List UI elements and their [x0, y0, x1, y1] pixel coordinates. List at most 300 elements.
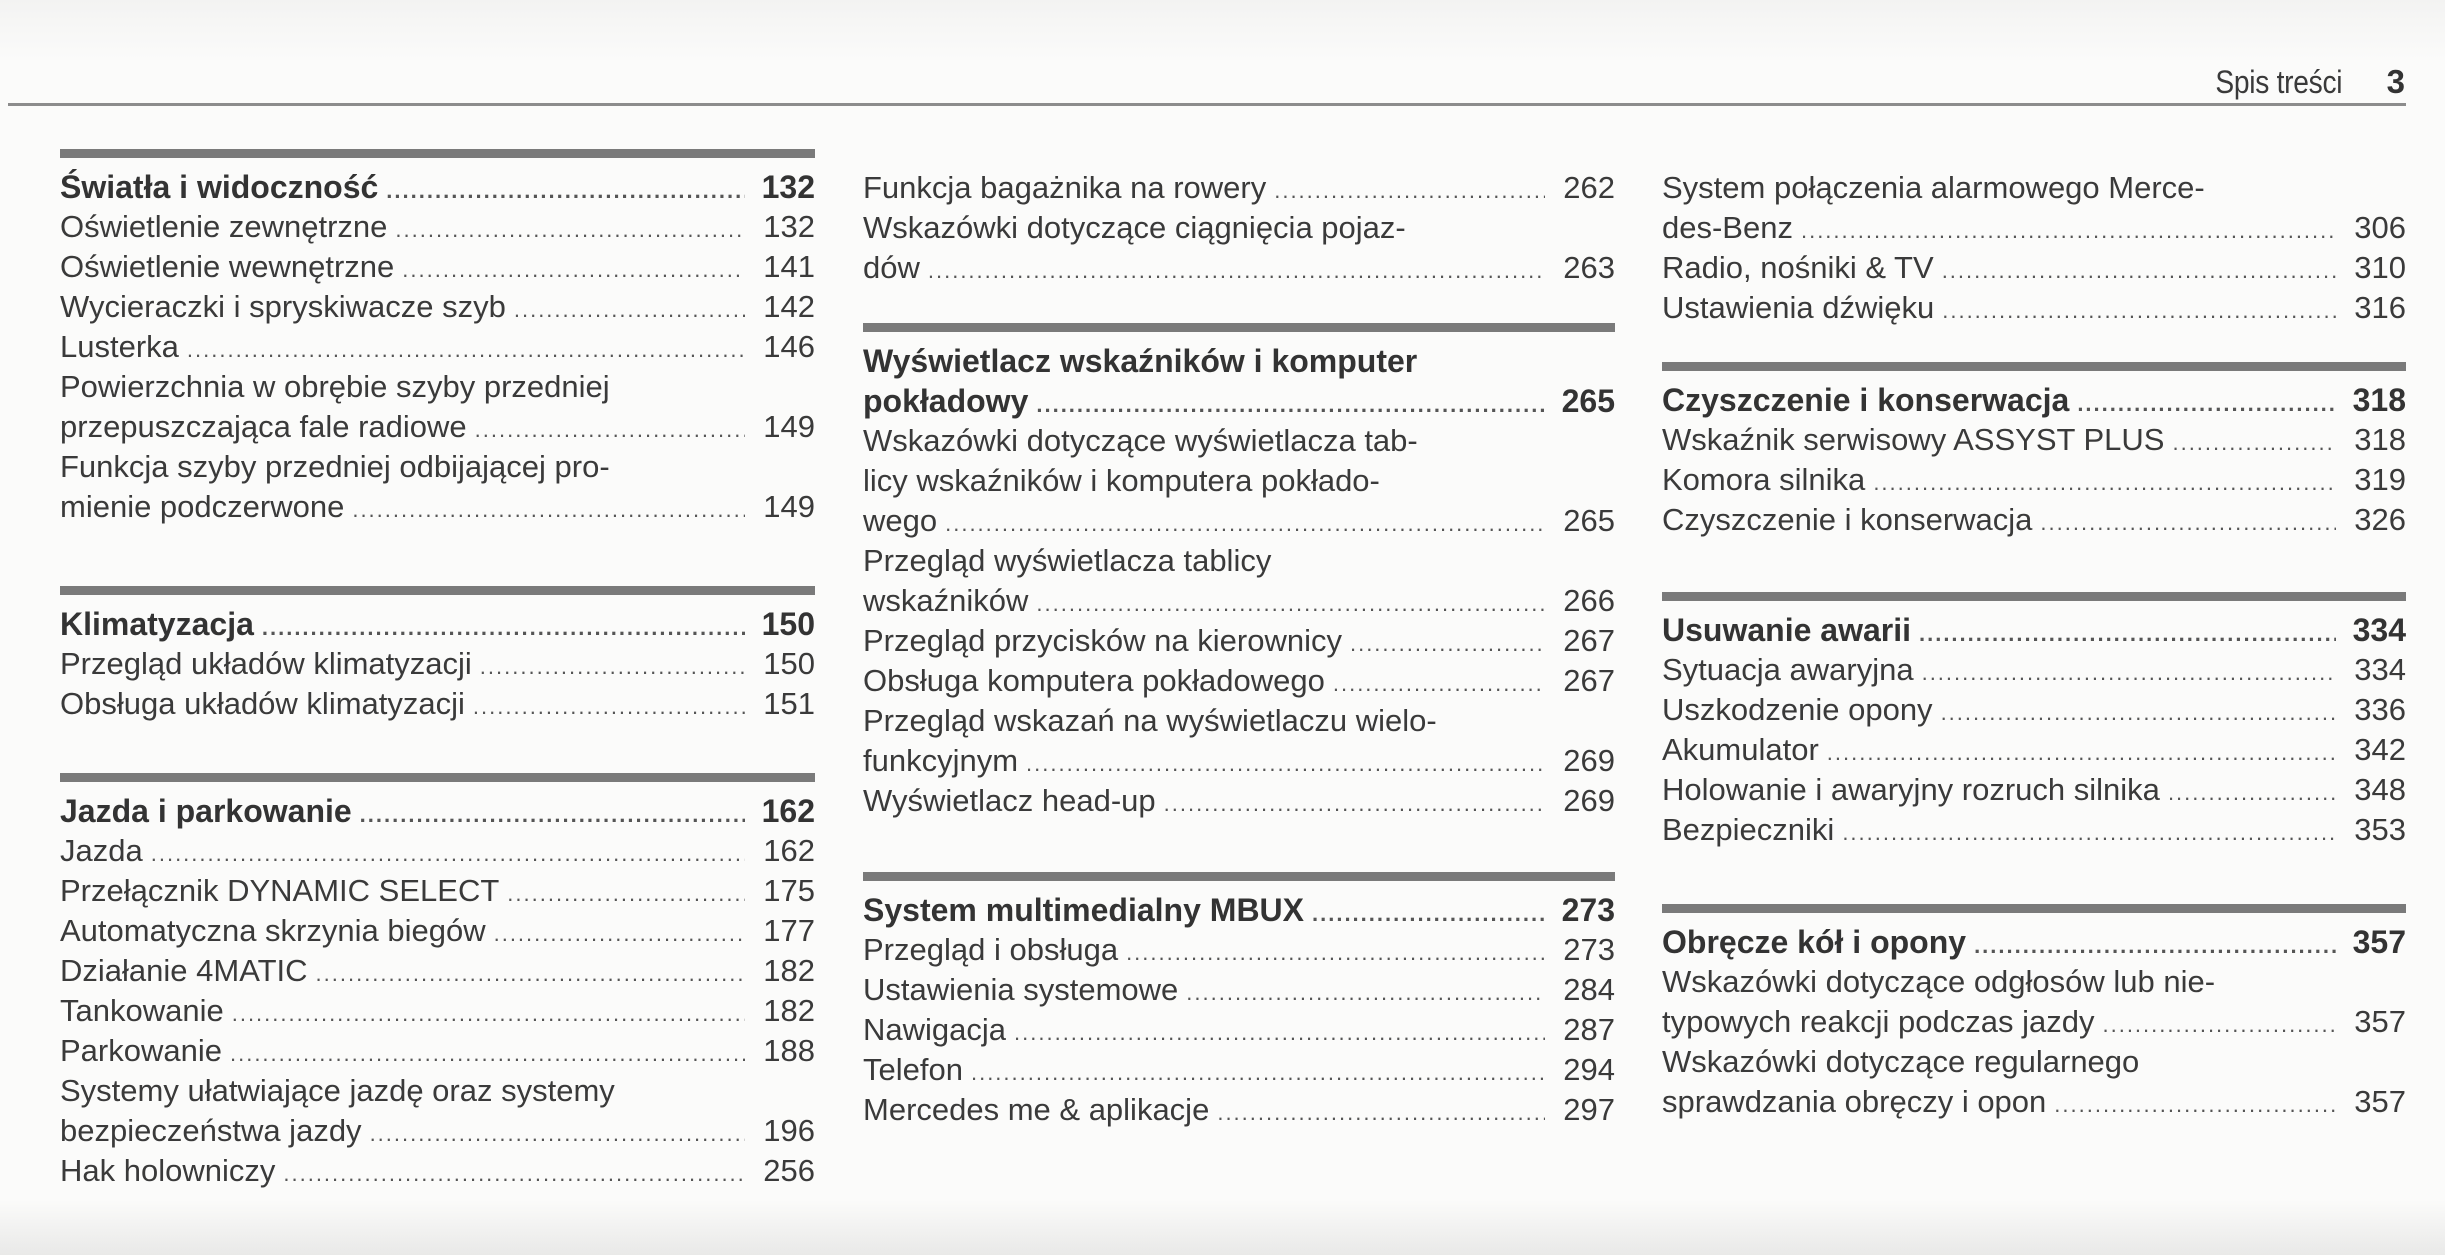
- row-content: [60, 1111, 815, 1154]
- toc-entry-line[interactable]: [60, 831, 815, 871]
- dot-leader: [1014, 1013, 1545, 1053]
- section-heading-line[interactable]: [60, 791, 815, 831]
- toc-entry[interactable]: [863, 930, 1615, 970]
- toc-entry[interactable]: [863, 208, 1615, 288]
- toc-entry[interactable]: [60, 644, 815, 684]
- toc-entry-line[interactable]: [1662, 1082, 2406, 1122]
- dot-leader: [1827, 733, 2336, 773]
- dot-leader: [1974, 926, 2336, 966]
- section-divider-bar: [60, 773, 815, 782]
- entry-label: Wskazówki dotyczące odgłosów lub nie-: [1662, 964, 2216, 999]
- toc-entry[interactable]: [60, 871, 815, 911]
- toc-entry[interactable]: [60, 911, 815, 951]
- toc-section: [1662, 592, 2406, 850]
- entry-label: Wycieraczki i spryskiwacze szyb: [60, 289, 506, 324]
- toc-entry-line[interactable]: [60, 1151, 815, 1191]
- entry-page-number: 353: [2354, 812, 2406, 847]
- toc-entry[interactable]: [1662, 690, 2406, 730]
- entry-label: Przegląd przycisków na kierownicy: [863, 623, 1342, 658]
- entry-label: Wskaźnik serwisowy ASSYST PLUS: [1662, 422, 2165, 457]
- section-heading-line[interactable]: [863, 381, 1615, 421]
- entry-label: Hak holowniczy: [60, 1153, 276, 1188]
- row-content: [1662, 1042, 2406, 1082]
- toc-entry[interactable]: [60, 327, 815, 367]
- section-heading-line[interactable]: [1662, 610, 2406, 650]
- row-content: [60, 831, 815, 874]
- toc-entry[interactable]: [863, 1010, 1615, 1050]
- row-content: [1662, 1002, 2406, 1045]
- toc-entry-line[interactable]: [1662, 650, 2406, 690]
- section-heading-label: System multimedialny MBUX: [863, 892, 1304, 928]
- row-content: [863, 381, 1615, 425]
- row-content: [863, 168, 1615, 211]
- toc-entry-line[interactable]: [1662, 1002, 2406, 1042]
- dot-leader: [283, 1154, 745, 1194]
- toc-entry[interactable]: [863, 1050, 1615, 1090]
- section-heading[interactable]: [863, 341, 1615, 421]
- row-content: [863, 1010, 1615, 1053]
- row-content: [60, 1071, 815, 1111]
- toc-entry[interactable]: [60, 247, 815, 287]
- entry-page-number: 310: [2354, 250, 2406, 285]
- entry-label: Przegląd wskazań na wyświetlaczu wielo-: [863, 703, 1437, 738]
- toc-section: [60, 149, 815, 527]
- entry-page-number: 262: [1563, 170, 1615, 205]
- toc-entry-line[interactable]: [863, 1050, 1615, 1090]
- dot-leader: [151, 834, 745, 874]
- toc-section: [60, 773, 815, 1191]
- toc-entry-line[interactable]: [863, 621, 1615, 661]
- entry-page-number: 334: [2354, 652, 2406, 687]
- row-content: [863, 970, 1615, 1013]
- dot-leader: [1873, 463, 2336, 503]
- toc-entry-line[interactable]: [863, 1090, 1615, 1130]
- toc-entry-line: [863, 421, 1615, 461]
- entry-label: Jazda: [60, 833, 143, 868]
- section-page-number: 334: [2352, 612, 2406, 648]
- toc-entry-line[interactable]: [60, 287, 815, 327]
- row-content: [60, 604, 815, 648]
- entry-label: Powierzchnia w obrębie szyby przedniej: [60, 369, 610, 404]
- toc-entry-line[interactable]: [1662, 208, 2406, 248]
- row-content: [60, 951, 815, 994]
- entry-label: Telefon: [863, 1052, 963, 1087]
- toc-entry-line[interactable]: [60, 207, 815, 247]
- entry-label: Sytuacja awaryjna: [1662, 652, 1914, 687]
- entry-label: typowych reakcji podczas jazdy: [1662, 1004, 2095, 1039]
- entry-label: Działanie 4MATIC: [60, 953, 308, 988]
- toc-entry[interactable]: [863, 781, 1615, 821]
- row-content: [60, 447, 815, 487]
- toc-section: [863, 168, 1615, 288]
- section-heading-label: Jazda i parkowanie: [60, 793, 352, 829]
- dot-leader: [1333, 664, 1545, 704]
- dot-leader: [360, 795, 745, 835]
- row-content: [60, 1151, 815, 1194]
- entry-label: Czyszczenie i konserwacja: [1662, 502, 2033, 537]
- row-content: [863, 701, 1615, 741]
- toc-entry-line: [863, 541, 1615, 581]
- toc-entry-line[interactable]: [1662, 770, 2406, 810]
- section-heading-label: Wyświetlacz wskaźników i komputer: [863, 343, 1418, 379]
- toc-entry[interactable]: [863, 168, 1615, 208]
- entry-label: Ustawienia dźwięku: [1662, 290, 1935, 325]
- entry-label: wego: [863, 503, 938, 538]
- entry-page-number: 306: [2354, 210, 2406, 245]
- entry-label: Wyświetlacz head-up: [863, 783, 1156, 818]
- row-content: [1662, 500, 2406, 543]
- row-content: [863, 541, 1615, 581]
- toc-entry-line[interactable]: [863, 781, 1615, 821]
- entry-label: Radio, nośniki & TV: [1662, 250, 1934, 285]
- entry-label: Wskazówki dotyczące regularnego: [1662, 1044, 2140, 1079]
- section-page-number: 318: [2352, 382, 2406, 418]
- dot-leader: [1186, 973, 1545, 1013]
- section-heading-label: pokładowy: [863, 383, 1029, 419]
- toc-entry-line[interactable]: [863, 661, 1615, 701]
- entry-label: przepuszczająca fale radiowe: [60, 409, 467, 444]
- toc-entry-line[interactable]: [863, 168, 1615, 208]
- entry-label: Nawigacja: [863, 1012, 1007, 1047]
- entry-label: System połączenia alarmowego Merce-: [1662, 170, 2205, 205]
- toc-entry[interactable]: [863, 701, 1615, 781]
- entry-label: Przełącznik DYNAMIC SELECT: [60, 873, 500, 908]
- dot-leader: [2168, 773, 2336, 813]
- toc-entry[interactable]: [60, 1071, 815, 1151]
- section-heading-line[interactable]: [1662, 380, 2406, 420]
- entry-page-number: 326: [2354, 502, 2406, 537]
- toc-entry-line[interactable]: [863, 248, 1615, 288]
- toc-entry[interactable]: [60, 1031, 815, 1071]
- dot-leader: [187, 330, 745, 370]
- toc-entry-line: [863, 208, 1615, 248]
- toc-entry[interactable]: [1662, 770, 2406, 810]
- entry-label: Oświetlenie wewnętrzne: [60, 249, 395, 284]
- dot-leader: [395, 210, 745, 250]
- toc-entry-line[interactable]: [60, 487, 815, 527]
- row-content: [1662, 962, 2406, 1002]
- section-heading-label: Czyszczenie i konserwacja: [1662, 382, 2070, 418]
- toc-entry[interactable]: [863, 661, 1615, 701]
- toc-entry[interactable]: [863, 541, 1615, 621]
- row-content: [1662, 380, 2406, 424]
- toc-entry[interactable]: [60, 367, 815, 447]
- dot-leader: [370, 1114, 745, 1154]
- entry-page-number: 188: [763, 1033, 815, 1068]
- entry-page-number: 146: [763, 329, 815, 364]
- toc-entry-line: [1662, 168, 2406, 208]
- section-heading[interactable]: [60, 167, 815, 207]
- entry-page-number: 182: [763, 953, 815, 988]
- entry-page-number: 266: [1563, 583, 1615, 618]
- dot-leader: [1801, 211, 2336, 251]
- toc-entry[interactable]: [1662, 460, 2406, 500]
- section-divider-bar: [60, 586, 815, 595]
- row-content: [863, 1090, 1615, 1133]
- dot-leader: [1026, 744, 1545, 784]
- row-content: [1662, 610, 2406, 654]
- toc-section: [1662, 904, 2406, 1122]
- toc-entry-line[interactable]: [863, 741, 1615, 781]
- entry-page-number: 316: [2354, 290, 2406, 325]
- entry-page-number: 267: [1563, 623, 1615, 658]
- toc-entry-line: [60, 447, 815, 487]
- toc-entry-line[interactable]: [1662, 500, 2406, 540]
- section-heading-line[interactable]: [1662, 922, 2406, 962]
- entry-page-number: 182: [763, 993, 815, 1028]
- toc-entry-line: [863, 701, 1615, 741]
- row-content: [863, 890, 1615, 934]
- toc-entry[interactable]: [1662, 1042, 2406, 1122]
- entry-page-number: 287: [1563, 1012, 1615, 1047]
- dot-leader: [1942, 291, 2336, 331]
- toc-entry[interactable]: [863, 970, 1615, 1010]
- entry-label: funkcyjnym: [863, 743, 1019, 778]
- row-content: [863, 248, 1615, 291]
- entry-label: Parkowanie: [60, 1033, 222, 1068]
- dot-leader: [402, 250, 745, 290]
- toc-entry[interactable]: [60, 1151, 815, 1191]
- dot-leader: [2077, 384, 2336, 424]
- dot-leader: [2054, 1085, 2336, 1125]
- entry-label: Funkcja szyby przedniej odbijającej pro-: [60, 449, 610, 484]
- toc-entry[interactable]: [1662, 962, 2406, 1042]
- entry-label: Przegląd wyświetlacza tablicy: [863, 543, 1272, 578]
- dot-leader: [1036, 385, 1545, 425]
- section-heading[interactable]: [60, 604, 815, 644]
- dot-leader: [507, 874, 745, 914]
- entry-label: Systemy ułatwiające jazdę oraz systemy: [60, 1073, 615, 1108]
- entry-label: Bezpieczniki: [1662, 812, 1835, 847]
- entry-label: Automatyczna skrzynia biegów: [60, 913, 486, 948]
- entry-label: Tankowanie: [60, 993, 224, 1028]
- header-divider: [8, 103, 2406, 106]
- entry-page-number: 342: [2354, 732, 2406, 767]
- entry-label: Obsługa komputera pokładowego: [863, 663, 1325, 698]
- toc-entry[interactable]: [1662, 650, 2406, 690]
- dot-leader: [1164, 784, 1545, 824]
- entry-label: bezpieczeństwa jazdy: [60, 1113, 362, 1148]
- section-heading-line[interactable]: [863, 890, 1615, 930]
- toc-entry-line[interactable]: [1662, 460, 2406, 500]
- entry-label: Ustawienia systemowe: [863, 972, 1179, 1007]
- toc-entry-line[interactable]: [60, 644, 815, 684]
- entry-label: sprawdzania obręczy i opon: [1662, 1084, 2047, 1119]
- dot-leader: [386, 171, 745, 211]
- toc-entry[interactable]: [60, 951, 815, 991]
- entry-label: Mercedes me & aplikacje: [863, 1092, 1210, 1127]
- row-content: [1662, 922, 2406, 966]
- dot-leader: [1217, 1093, 1545, 1133]
- entry-page-number: 297: [1563, 1092, 1615, 1127]
- entry-label: Funkcja bagażnika na rowery: [863, 170, 1267, 205]
- toc-entry[interactable]: [863, 421, 1615, 541]
- section-heading-label: Obręcze kół i opony: [1662, 924, 1967, 960]
- toc-entry[interactable]: [1662, 810, 2406, 850]
- entry-page-number: 256: [763, 1153, 815, 1188]
- dot-leader: [1942, 251, 2336, 291]
- toc-entry[interactable]: [1662, 288, 2406, 328]
- entry-label: mienie podczerwone: [60, 489, 345, 524]
- dot-leader: [262, 608, 745, 648]
- toc-entry-line[interactable]: [60, 407, 815, 447]
- section-divider-bar: [1662, 592, 2406, 601]
- entry-page-number: 284: [1563, 972, 1615, 1007]
- toc-section: [863, 872, 1615, 1130]
- section-page-number: 150: [761, 606, 815, 642]
- dot-leader: [1350, 624, 1545, 664]
- section-heading-line[interactable]: [60, 167, 815, 207]
- dot-leader: [473, 687, 745, 727]
- section-heading[interactable]: [60, 791, 815, 831]
- row-content: [60, 1031, 815, 1074]
- entry-page-number: 149: [763, 489, 815, 524]
- section-divider-bar: [863, 323, 1615, 332]
- dot-leader: [352, 490, 745, 530]
- toc-entry-line[interactable]: [863, 501, 1615, 541]
- section-heading-line[interactable]: [60, 604, 815, 644]
- entry-label: Holowanie i awaryjny rozruch silnika: [1662, 772, 2160, 807]
- toc-entry[interactable]: [1662, 730, 2406, 770]
- section-heading[interactable]: [1662, 610, 2406, 650]
- section-heading-line: [863, 341, 1615, 381]
- entry-page-number: 348: [2354, 772, 2406, 807]
- row-content: [863, 208, 1615, 248]
- dot-leader: [494, 914, 745, 954]
- toc-entry-line: [1662, 1042, 2406, 1082]
- row-content: [1662, 730, 2406, 773]
- toc-entry-line[interactable]: [1662, 420, 2406, 460]
- entry-label: Przegląd i obsługa: [863, 932, 1119, 967]
- section-page-number: 132: [761, 169, 815, 205]
- entry-page-number: 263: [1563, 250, 1615, 285]
- entry-label: Akumulator: [1662, 732, 1819, 767]
- dot-leader: [230, 1034, 745, 1074]
- toc-entry-line[interactable]: [1662, 730, 2406, 770]
- row-content: [1662, 1082, 2406, 1125]
- row-content: [1662, 168, 2406, 208]
- dot-leader: [1919, 614, 2336, 654]
- entry-page-number: 269: [1563, 743, 1615, 778]
- row-content: [60, 287, 815, 330]
- row-content: [863, 1050, 1615, 1093]
- entry-label: dów: [863, 250, 920, 285]
- toc-entry-line[interactable]: [60, 1111, 815, 1151]
- entry-label: Komora silnika: [1662, 462, 1866, 497]
- dot-leader: [1922, 653, 2336, 693]
- dot-leader: [1941, 693, 2336, 733]
- section-page-number: 357: [2352, 924, 2406, 960]
- toc-entry-line[interactable]: [1662, 248, 2406, 288]
- entry-page-number: 269: [1563, 783, 1615, 818]
- section-divider-bar: [1662, 362, 2406, 371]
- toc-entry-line[interactable]: [60, 951, 815, 991]
- entry-page-number: 142: [763, 289, 815, 324]
- section-heading-label: Usuwanie awarii: [1662, 612, 1911, 648]
- toc-entry-line: [1662, 962, 2406, 1002]
- section-page-number: 265: [1561, 383, 1615, 419]
- entry-label: Przegląd układów klimatyzacji: [60, 646, 472, 681]
- toc-entry-line[interactable]: [863, 1010, 1615, 1050]
- toc-entry[interactable]: [863, 621, 1615, 661]
- dot-leader: [514, 290, 745, 330]
- toc-entry[interactable]: [60, 684, 815, 724]
- section-heading[interactable]: [1662, 380, 2406, 420]
- page-title: Spis treści: [2215, 64, 2342, 100]
- toc-entry-line[interactable]: [60, 327, 815, 367]
- row-content: [863, 661, 1615, 704]
- row-content: [863, 341, 1615, 381]
- toc-entry[interactable]: [60, 447, 815, 527]
- toc-entry[interactable]: [863, 1090, 1615, 1130]
- toc-entry-line[interactable]: [863, 970, 1615, 1010]
- toc-entry[interactable]: [1662, 500, 2406, 540]
- toc-entry-line[interactable]: [60, 991, 815, 1031]
- row-content: [60, 487, 815, 530]
- row-content: [60, 367, 815, 407]
- row-content: [60, 991, 815, 1034]
- toc-entry[interactable]: [60, 207, 815, 247]
- dot-leader: [316, 954, 745, 994]
- row-content: [60, 791, 815, 835]
- toc-entry-line: [60, 367, 815, 407]
- entry-page-number: 357: [2354, 1084, 2406, 1119]
- dot-leader: [1036, 584, 1545, 624]
- row-content: [863, 461, 1615, 501]
- row-content: [60, 167, 815, 211]
- entry-page-number: 162: [763, 833, 815, 868]
- toc-entry[interactable]: [1662, 248, 2406, 288]
- toc-entry-line[interactable]: [60, 911, 815, 951]
- row-content: [863, 741, 1615, 784]
- entry-label: wskaźników: [863, 583, 1029, 618]
- toc-entry-line[interactable]: [60, 1031, 815, 1071]
- toc-entry-line[interactable]: [60, 871, 815, 911]
- entry-label: Wskazówki dotyczące wyświetlacza tab-: [863, 423, 1418, 458]
- entry-page-number: 294: [1563, 1052, 1615, 1087]
- toc-entry-line[interactable]: [60, 247, 815, 287]
- toc-entry[interactable]: [60, 287, 815, 327]
- toc-entry[interactable]: [60, 991, 815, 1031]
- section-heading[interactable]: [1662, 922, 2406, 962]
- toc-entry-line[interactable]: [863, 581, 1615, 621]
- entry-page-number: 267: [1563, 663, 1615, 698]
- dot-leader: [1312, 894, 1545, 934]
- row-content: [60, 327, 815, 370]
- toc-entry-line: [863, 461, 1615, 501]
- entry-label: des-Benz: [1662, 210, 1793, 245]
- entry-page-number: 336: [2354, 692, 2406, 727]
- toc-entry-line[interactable]: [863, 930, 1615, 970]
- entry-page-number: 132: [763, 209, 815, 244]
- page-header: [0, 0, 2445, 110]
- toc-entry-line[interactable]: [1662, 810, 2406, 850]
- toc-entry-line[interactable]: [60, 684, 815, 724]
- entry-page-number: 177: [763, 913, 815, 948]
- section-heading-label: Światła i widoczność: [60, 169, 379, 205]
- row-content: [60, 247, 815, 290]
- toc-entry[interactable]: [1662, 168, 2406, 248]
- row-content: [863, 621, 1615, 664]
- toc-entry[interactable]: [1662, 420, 2406, 460]
- toc-entry-line[interactable]: [1662, 288, 2406, 328]
- section-heading[interactable]: [863, 890, 1615, 930]
- entry-page-number: 273: [1563, 932, 1615, 967]
- row-content: [60, 871, 815, 914]
- dot-leader: [928, 251, 1545, 291]
- toc-entry[interactable]: [60, 831, 815, 871]
- toc-entry-line[interactable]: [1662, 690, 2406, 730]
